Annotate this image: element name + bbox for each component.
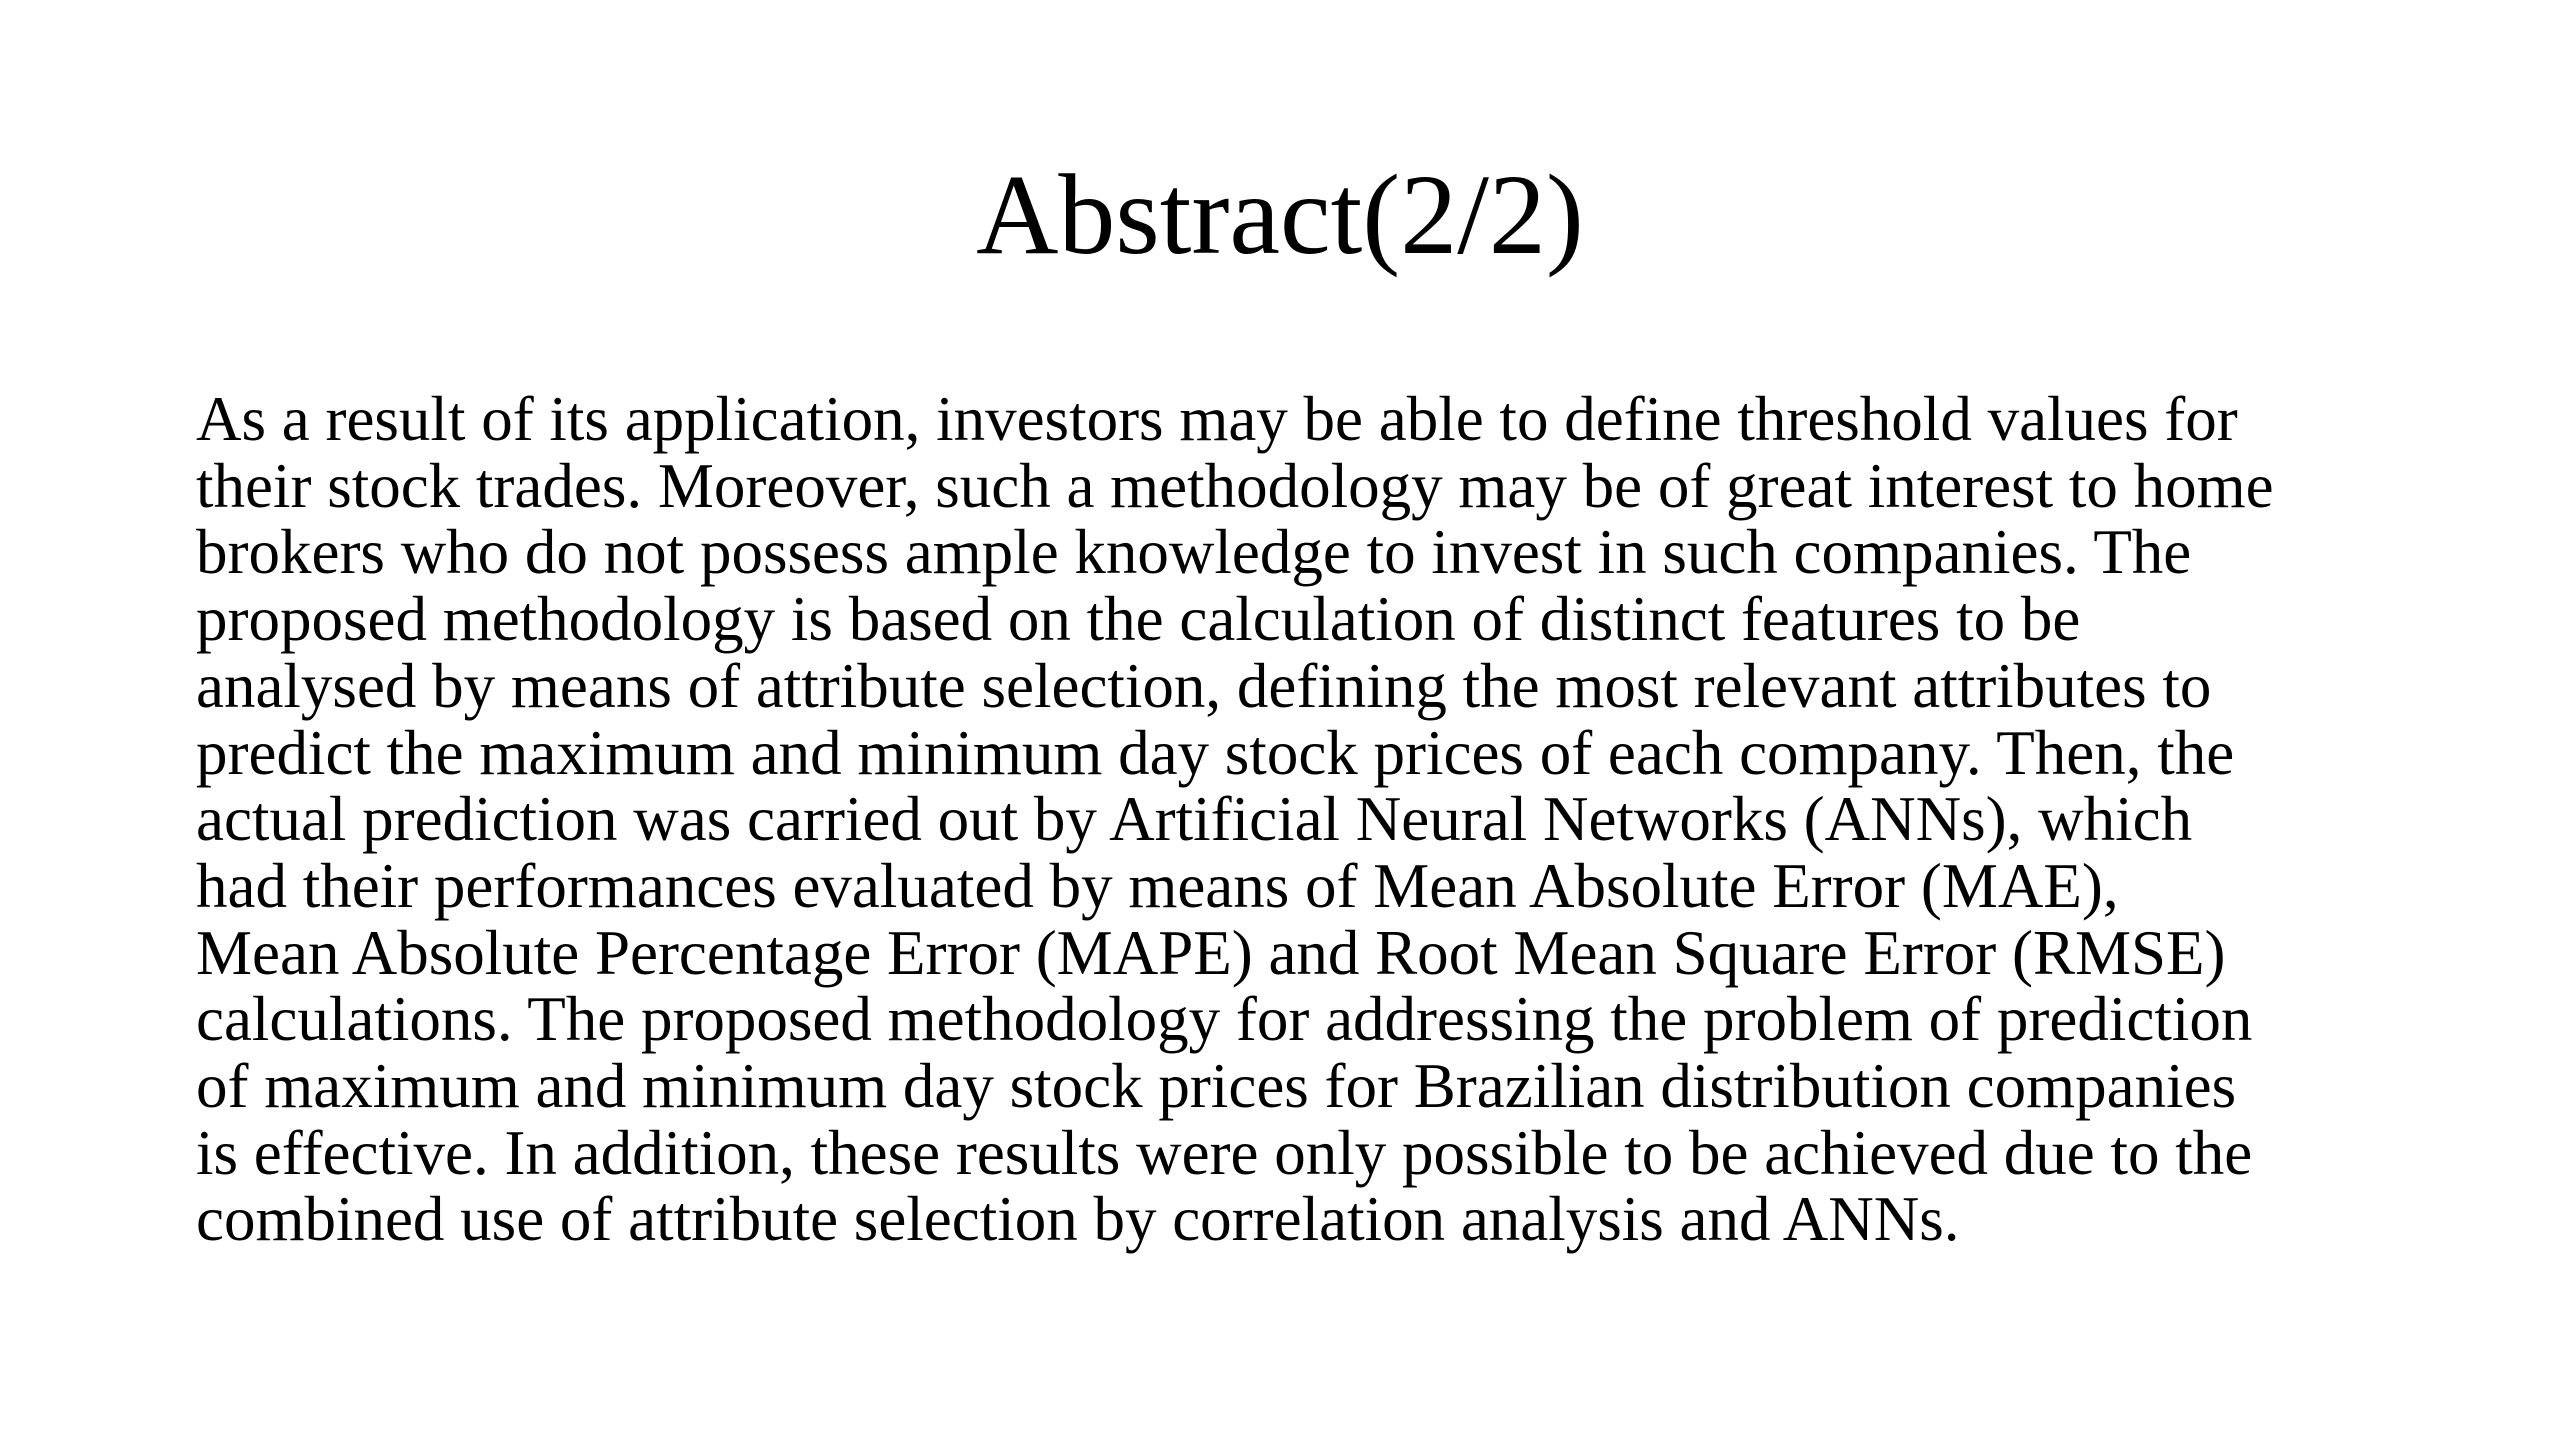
abstract-line: is effective. In addition, these results were only possible to be achieved due to the xyxy=(196,1117,2253,1188)
abstract-line: combined use of attribute selection by correlation analysis and ANNs. xyxy=(196,1184,1960,1255)
abstract-paragraph xyxy=(196,386,2496,1253)
abstract-line: As a result of its application, investors may be able to define threshold values for xyxy=(196,384,2238,454)
abstract-line: their stock trades. Moreover, such a methodology may be of great interest to home xyxy=(196,450,2274,521)
abstract-line: analysed by means of attribute selection, defining the most relevant attributes to xyxy=(196,650,2212,721)
abstract-line: actual prediction was carried out by Artificial Neural Networks (ANNs), which xyxy=(196,784,2193,855)
abstract-line: proposed methodology is based on the calculation of distinct features to be xyxy=(196,584,2081,655)
abstract-line: predict the maximum and minimum day stock prices of each company. Then, the xyxy=(196,717,2235,788)
abstract-line: had their performances evaluated by means of Mean Absolute Error (MAE), xyxy=(196,850,2119,921)
abstract-line: calculations. The proposed methodology for addressing the problem of prediction xyxy=(196,984,2253,1055)
abstract-line: Mean Absolute Percentage Error (MAPE) and Root Mean Square Error (RMSE) xyxy=(196,917,2226,988)
slide-title: Abstract(2/2) xyxy=(976,151,1584,278)
abstract-line: brokers who do not possess ample knowledge to invest in such companies. The xyxy=(196,517,2192,588)
abstract-line: of maximum and minimum day stock prices for Brazilian distribution companies xyxy=(196,1051,2237,1122)
